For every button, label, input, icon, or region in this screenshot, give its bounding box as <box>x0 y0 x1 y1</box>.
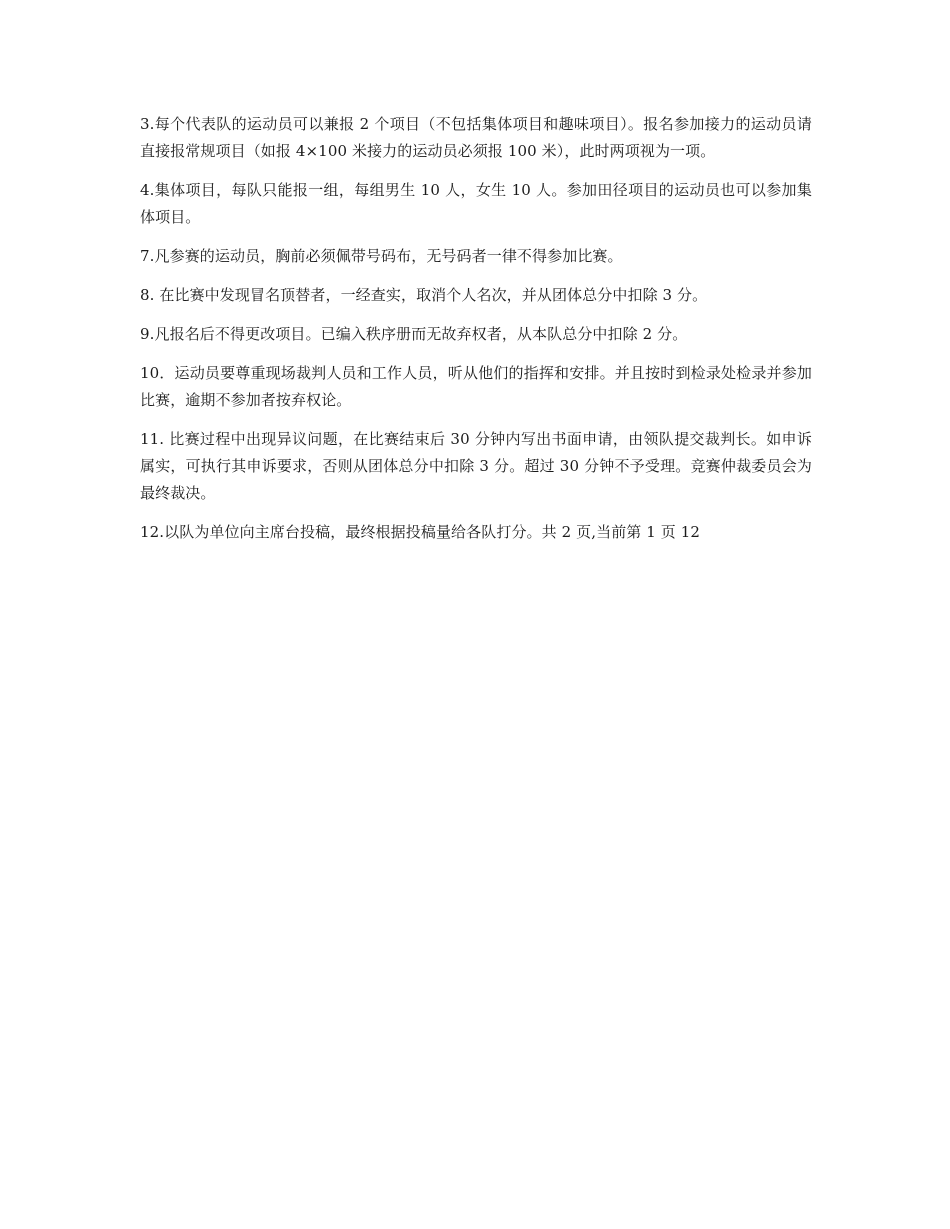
rule-paragraph-8: 8. 在比赛中发现冒名顶替者，一经查实，取消个人名次，并从团体总分中扣除 3 分。 <box>140 286 708 304</box>
rule-paragraph-10: 10．运动员要尊重现场裁判人员和工作人员，听从他们的指挥和安排。并且按时到检录处检录并参加比赛，逾期不参加者按弃权论。 <box>140 364 812 409</box>
rule-paragraph-3: 3.每个代表队的运动员可以兼报 2 个项目（不包括集体项目和趣味项目）。报名参加接力的运动员请直接报常规项目（如报 4×100 米接力的运动员必须报 100 米），此时两项视为一项。 <box>140 115 812 160</box>
rule-paragraph-11: 11. 比赛过程中出现异议问题，在比赛结束后 30 分钟内写出书面申请，由领队提交裁判长。如申诉属实，可执行其申诉要求，否则从团体总分中扣除 3 分。超过 30 分钟不予受理。竞赛仲裁委员会为最终裁决。 <box>140 430 812 502</box>
rule-paragraph-7: 7.凡参赛的运动员，胸前必须佩带号码布，无号码者一律不得参加比赛。 <box>140 247 623 265</box>
rule-paragraph-12: 12.以队为单位向主席台投稿，最终根据投稿量给各队打分。共 2 页,当前第 1 页 12 <box>140 523 701 541</box>
rule-paragraph-4: 4.集体项目，每队只能报一组，每组男生 10 人，女生 10 人。参加田径项目的运动员也可以参加集体项目。 <box>140 181 812 226</box>
rule-paragraph-9: 9.凡报名后不得更改项目。已编入秩序册而无故弃权者，从本队总分中扣除 2 分。 <box>140 325 688 343</box>
document-body <box>140 111 812 546</box>
